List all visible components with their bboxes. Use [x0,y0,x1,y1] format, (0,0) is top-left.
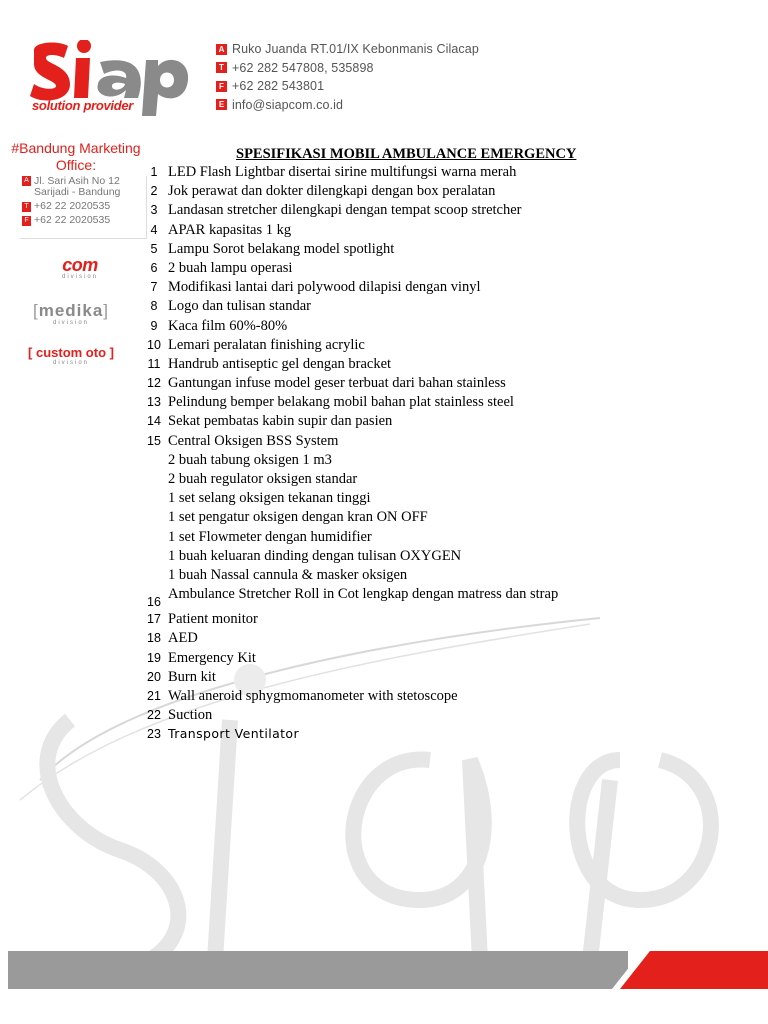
phone-badge: T [216,62,227,73]
spec-text: LED Flash Lightbar disertai sirine multifungsi warna merah [168,164,517,180]
document-title: SPESIFIKASI MOBIL AMBULANCE EMERGENCY [236,146,577,162]
spec-item [140,392,580,411]
spec-text: 1 buah keluaran dinding dengan tulisan OXYGEN [168,547,462,564]
spec-text: Lampu Sorot belakang model spotlight [168,240,395,257]
division-com-logo [30,256,130,281]
spec-number: 19 [147,650,161,665]
spec-text: Lemari peralatan finishing acrylic [168,336,365,353]
spec-number [140,488,168,491]
logo-tagline: solution provider [32,98,134,113]
contact-fax [216,77,479,96]
spec-text: Wall aneroid sphygmomanometer with stetoscope [168,687,458,704]
spec-number: 11 [147,356,161,371]
contact-email [216,96,479,115]
division-com-sub: division [61,274,98,280]
spec-subitem [140,527,580,546]
office-phone-badge: T [22,202,31,212]
spec-number [140,546,168,549]
spec-number: 2 [150,184,158,199]
spec-text: APAR kapasitas 1 kg [168,221,292,238]
spec-text: 2 buah regulator oksigen standar [168,471,358,487]
spec-text: Kaca film 60%-80% [168,317,288,334]
spec-text: Transport Ventilator [168,726,300,742]
office-fax-badge: F [22,216,31,226]
spec-subitem [140,450,580,469]
spec-number: 6 [150,260,158,275]
office-phone-text: +62 22 2020535 [34,200,111,212]
spec-item [140,628,580,647]
spec-text: Gantungan infuse model geser terbuat dari bahan stainless [168,375,506,392]
spec-number: 23 [147,727,161,742]
spec-text: 1 buah Nassal cannula & masker oksigen [168,566,408,583]
spec-number: 10 [147,337,161,352]
division-medika-name: medika [38,301,104,320]
spec-text: Patient monitor [168,611,258,628]
address-text: Ruko Juanda RT.01/IX Kebonmanis Cilacap [232,42,479,57]
spec-item [140,258,580,277]
spec-item [140,609,580,628]
spec-number: 1 [150,165,158,179]
spec-number: 3 [150,203,158,218]
spec-subitem [140,469,580,488]
spec-number: 16 [147,595,161,610]
spec-number: 14 [147,414,161,429]
email-text: info@siapcom.co.id [232,97,344,112]
spec-item [140,373,580,392]
spec-number [140,565,168,568]
spec-text: 1 set selang oksigen tekanan tinggi [168,490,371,507]
email-badge: E [216,99,227,110]
spec-text: Handrub antiseptic gel dengan bracket [168,355,392,372]
spec-item [140,277,580,296]
spec-text: Sekat pembatas kabin supir dan pasien [168,413,393,430]
spec-item [140,724,580,743]
spec-number: 5 [150,241,158,256]
division-custom-oto-logo: [ custom oto ] division [16,346,126,367]
spec-number: 7 [150,280,158,295]
spec-item [140,239,580,258]
spec-text: Modifikasi lantai dari polywood dilapisi dengan vinyl [168,279,481,296]
office-address-line2: Sarijadi - Bandung [34,186,121,198]
spec-item [140,431,580,450]
office-title: #Bandung Marketing Office: [11,140,141,173]
spec-text: 1 set Flowmeter dengan humidifier [168,528,372,545]
office-address [22,176,142,198]
address-badge: A [216,44,227,55]
spec-text: Burn kit [168,668,216,685]
spec-number [140,507,168,510]
office-address-badge: A [22,176,31,186]
division-com-name: com [62,255,98,275]
spec-text: Suction [168,707,213,724]
fax-badge: F [216,81,227,92]
office-fax [22,215,142,226]
spec-text: Jok perawat dan dokter dilengkapi dengan box peralatan [168,183,496,200]
spec-subitem [140,565,580,584]
spec-text: Emergency Kit [168,649,256,666]
spec-number: 22 [147,708,161,723]
spec-text: Logo dan tulisan standar [168,298,311,315]
spec-item [140,411,580,430]
phone-text: +62 282 547808, 535898 [232,60,374,75]
spec-number [140,450,168,453]
spec-number [140,527,168,530]
footer-band [8,951,768,989]
spec-number: 20 [147,669,161,684]
spec-item [140,316,580,335]
spec-subitem [140,488,580,507]
office-address-line1: Jl. Sari Asih No 12 [34,175,120,187]
spec-number: 15 [147,433,161,448]
division-medika-logo: [medika] division [16,302,126,327]
spec-text: Landasan stretcher dilengkapi dengan tempat scoop stretcher [168,202,522,219]
office-fax-text: +62 22 2020535 [34,214,111,226]
division-medika-sub: division [52,320,89,326]
spec-text: 2 buah tabung oksigen 1 m3 [168,451,332,468]
spec-text: Central Oksigen BSS System [168,432,339,449]
spec-number [140,469,168,472]
fax-text: +62 282 543801 [232,79,325,94]
spec-item [140,686,580,705]
spec-number: 12 [147,376,161,391]
spec-item [140,335,580,354]
spec-number: 8 [150,299,158,314]
spec-text: 1 set pengatur oksigen dengan kran ON OFF [168,509,428,526]
spec-text: AED [168,630,198,647]
spec-item [140,705,580,724]
spec-number: 4 [150,222,158,237]
spec-number: 18 [147,631,161,646]
spec-item [140,648,580,667]
spec-item [140,354,580,373]
division-custom-oto-sub: division [52,360,89,366]
spec-item [140,667,580,686]
spec-item [140,296,580,315]
office-address-box [22,176,142,236]
office-phone [22,201,142,212]
spec-item [140,584,580,609]
spec-item [140,162,580,181]
spec-item [140,181,580,200]
spec-item [140,200,580,219]
spec-text: Ambulance Stretcher Roll in Cot lengkap dengan matress dan strap [168,586,559,603]
spec-text: 2 buah lampu operasi [168,259,293,276]
contact-address [216,40,479,59]
contact-phone [216,59,479,78]
spec-list [140,162,580,743]
header-contacts [216,40,479,114]
spec-subitem [140,546,580,565]
spec-text: Pelindung bemper belakang mobil bahan plat stainless steel [168,394,514,411]
spec-item [140,220,580,239]
spec-number: 13 [147,395,161,410]
spec-number: 9 [150,318,158,333]
spec-subitem [140,507,580,526]
spec-number: 17 [147,612,161,627]
spec-number: 21 [147,688,161,703]
division-custom-oto-name: custom oto [35,345,107,360]
